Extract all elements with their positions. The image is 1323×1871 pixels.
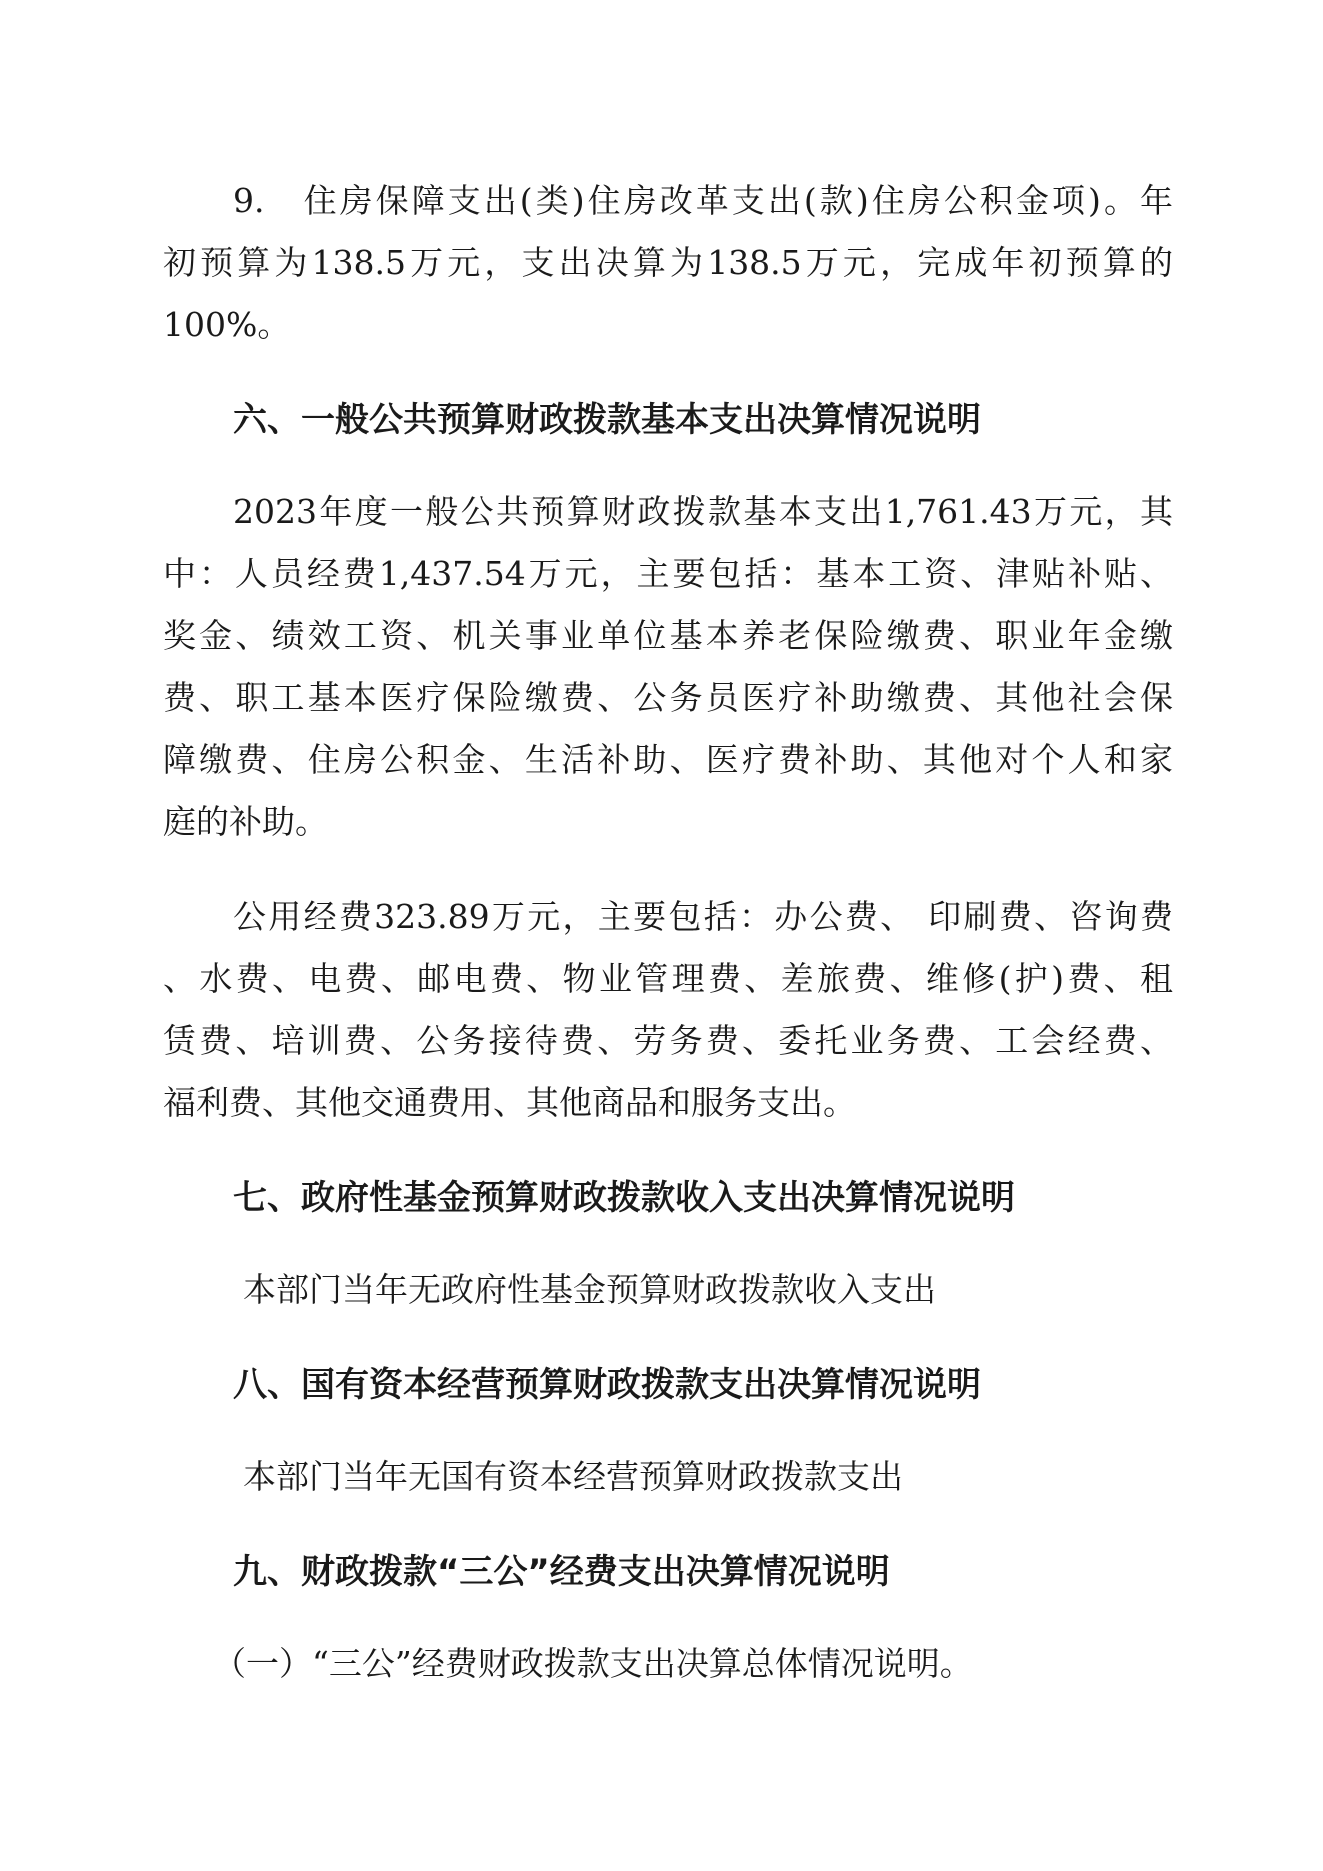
section6-para1-line-5: 障缴费、住房公积金、生活补助、医疗费补助、其他对个人和家	[163, 740, 1173, 779]
section6-para2-line-3: 赁费、培训费、公务接待费、劳务费、委托业务费、工会经费、	[163, 1021, 1173, 1060]
section6-para2-line-4: 福利费、其他交通费用、其他商品和服务支出。	[163, 1083, 856, 1122]
section8-text: 本部门当年无国有资本经营预算财政拨款支出	[243, 1457, 903, 1496]
section6-para1-line-2: 中：人员经费1,437.54万元，主要包括：基本工资、津贴补贴、	[163, 554, 1173, 593]
section9-heading: 九、财政拨款“三公”经费支出决算情况说明	[233, 1552, 890, 1592]
section6-para1-line-4: 费、职工基本医疗保险缴费、公务员医疗补助缴费、其他社会保	[163, 678, 1173, 717]
section6-heading: 六、一般公共预算财政拨款基本支出决算情况说明	[233, 400, 981, 440]
section6-para1-line-6: 庭的补助。	[163, 802, 328, 841]
item9-line-3: 100%。	[163, 305, 291, 344]
section7-heading: 七、政府性基金预算财政拨款收入支出决算情况说明	[233, 1178, 1015, 1218]
section9-sub1: （一）“三公”经费财政拨款支出决算总体情况说明。	[213, 1644, 973, 1683]
section8-heading: 八、国有资本经营预算财政拨款支出决算情况说明	[233, 1365, 981, 1405]
section6-para1-line-1: 2023年度一般公共预算财政拨款基本支出1,761.43万元，其	[233, 492, 1173, 531]
section6-para1-line-3: 奖金、绩效工资、机关事业单位基本养老保险缴费、职业年金缴	[163, 616, 1173, 655]
item9-line-1: 9. 住房保障支出(类)住房改革支出(款)住房公积金项)。年	[233, 181, 1173, 220]
section6-para2-line-1: 公用经费323.89万元，主要包括：办公费、 印刷费、咨询费	[233, 897, 1173, 936]
section7-text: 本部门当年无政府性基金预算财政拨款收入支出	[243, 1270, 936, 1309]
item9-line-2: 初预算为138.5万元，支出决算为138.5万元，完成年初预算的	[163, 243, 1173, 282]
section6-para2-line-2: 、水费、电费、邮电费、物业管理费、差旅费、维修(护)费、租	[163, 959, 1173, 998]
